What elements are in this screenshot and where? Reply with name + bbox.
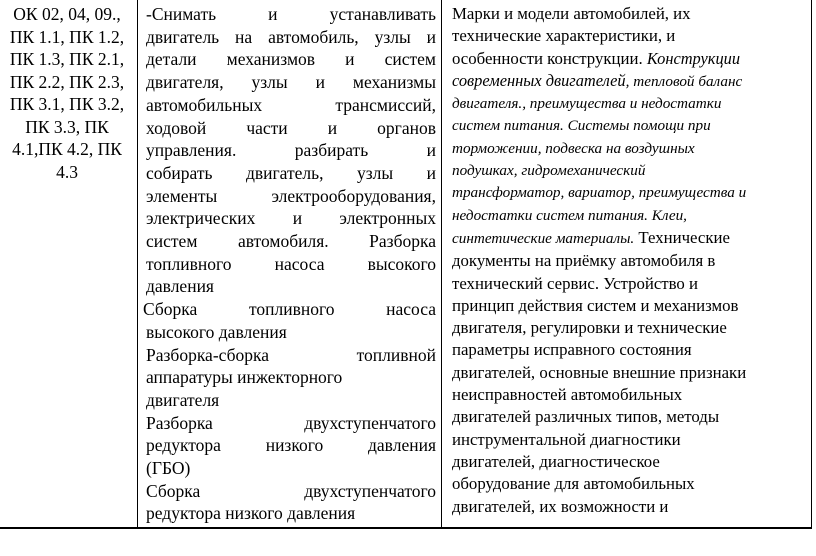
- skills-line: Сборка топливного насоса: [143, 299, 436, 320]
- knowledge-line: неисправностей автомобильных: [452, 385, 683, 405]
- skills-line: Разборка двухступенчатого: [146, 412, 436, 433]
- knowledge-line: двигателей, основные внешние признаки: [452, 362, 747, 382]
- competency-codes-cell: [0, 3, 134, 183]
- knowledge-line: технические характеристики, и: [452, 26, 676, 46]
- competency-line: ПК 1.1, ПК 1.2,: [9, 26, 125, 47]
- skills-line: собирать двигатель, узлы и: [146, 162, 436, 183]
- skills-line: топливного насоса высокого: [146, 253, 436, 274]
- knowledge-line: принцип действия систем и механизмов: [452, 295, 739, 315]
- knowledge-italic-text: синтетические материалы.: [452, 229, 635, 247]
- skills-line: Сборка двухступенчатого: [146, 480, 436, 501]
- knowledge-line: оборудование для автомобильных: [452, 474, 695, 494]
- skills-line: автомобильных трансмиссий,: [146, 94, 436, 115]
- competency-line: ПК 3.3, ПК: [25, 116, 109, 137]
- knowledge-line: недостатки систем питания. Клеи,: [452, 206, 687, 224]
- knowledge-line: систем питания. Системы помощи при: [452, 117, 711, 135]
- skills-line: Разборка-сборка топливной: [146, 344, 436, 365]
- skills-line: (ГБО): [146, 458, 191, 479]
- skills-line: систем автомобиля. Разборка: [146, 231, 436, 252]
- column-divider-right: [811, 0, 812, 528]
- knowledge-line: Марки и модели автомобилей, их: [452, 4, 691, 23]
- skills-cell: [143, 3, 436, 525]
- knowledge-line: технический сервис. Устройство и: [452, 273, 698, 293]
- competency-line: 4.1,ПК 4.2, ПК: [12, 139, 122, 159]
- knowledge-line: трансформатор, вариатор, преимущества и: [452, 184, 747, 202]
- knowledge-line: подушках, гидромеханический: [452, 162, 646, 180]
- knowledge-text: особенности конструкции.: [452, 48, 647, 68]
- knowledge-italic-text: современных двигателей: [452, 70, 626, 90]
- knowledge-line: двигателей, диагностическое: [452, 451, 660, 471]
- skills-line: элементы электрооборудования,: [146, 185, 436, 206]
- knowledge-line: двигателей, их возможности и: [452, 496, 669, 516]
- competency-line: ПК 3.1, ПК 3.2,: [9, 94, 125, 114]
- knowledge-italic-text: , тепловой баланс: [625, 72, 743, 90]
- knowledge-line: [452, 227, 804, 250]
- skills-line: двигателя, узлы и механизмы: [146, 72, 436, 93]
- skills-line: двигателя: [146, 389, 220, 410]
- knowledge-line: параметры исправного состояния: [452, 340, 692, 360]
- skills-line: электрических и электронных: [146, 208, 436, 229]
- competency-line: 4.3: [56, 161, 78, 182]
- skills-line: аппаратуры инжекторного: [146, 367, 343, 388]
- competency-line: ОК 02, 04, 09.,: [13, 4, 121, 24]
- knowledge-line: двигателя, регулировки и технические: [452, 318, 727, 338]
- skills-line: давления: [146, 276, 214, 297]
- knowledge-line: [452, 70, 804, 93]
- skills-line: редуктора низкого давления: [146, 503, 356, 524]
- knowledge-text: Технические: [634, 227, 730, 247]
- knowledge-line: [452, 48, 804, 70]
- skills-line: ходовой части и органов: [146, 117, 436, 138]
- knowledge-cell: [452, 3, 804, 518]
- column-divider-2: [441, 0, 442, 528]
- knowledge-line: двигателей различных типов, методы: [452, 407, 720, 427]
- skills-line: -Снимать и устанавливать: [146, 4, 436, 24]
- skills-line: высокого давления: [146, 321, 287, 342]
- skills-line: детали механизмов и систем: [146, 49, 436, 70]
- knowledge-line: двигателя., преимущества и недостатки: [452, 95, 722, 113]
- skills-line: управления. разбирать и: [146, 140, 436, 161]
- skills-line: редуктора низкого давления: [146, 435, 436, 456]
- column-divider-1: [137, 0, 138, 528]
- competency-line: ПК 2.2, ПК 2.3,: [9, 71, 125, 92]
- knowledge-line: торможении, подвеска на воздушных: [452, 139, 695, 157]
- knowledge-italic-text: Конструкции: [646, 48, 741, 68]
- skills-line: двигатель на автомобиль, узлы и: [146, 26, 436, 47]
- knowledge-line: инструментальной диагностики: [452, 429, 681, 449]
- table-bottom-border: [0, 527, 812, 529]
- knowledge-line: документы на приёмку автомобиля в: [452, 251, 716, 271]
- competency-line: ПК 1.3, ПК 2.1,: [9, 49, 125, 69]
